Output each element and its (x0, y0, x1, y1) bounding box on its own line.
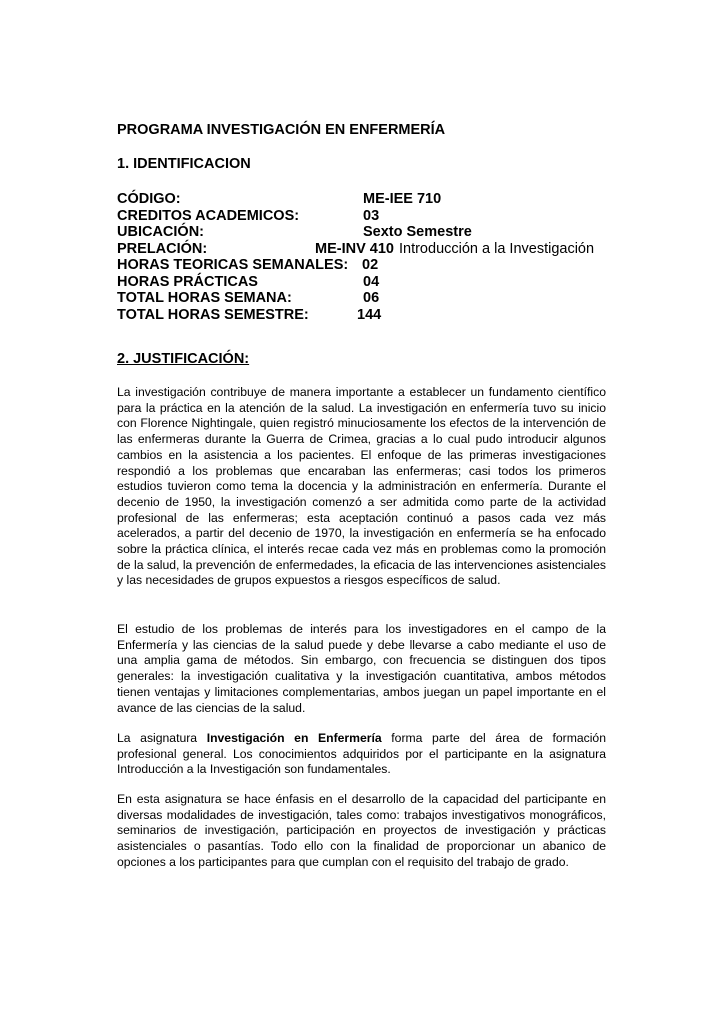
identification-table (117, 191, 617, 323)
info-value: 04 (363, 273, 380, 290)
info-row-theory-hours (117, 257, 617, 274)
info-label: TOTAL HORAS SEMANA: (117, 290, 292, 306)
info-value: Sexto Semestre (363, 224, 472, 240)
info-label: UBICACIÓN: (117, 224, 204, 240)
info-row-weekly-total (117, 290, 617, 307)
info-label: CREDITOS ACADEMICOS: (117, 207, 300, 224)
info-label: HORAS PRÁCTICAS (117, 273, 258, 290)
info-value: 02 (362, 257, 379, 273)
paragraph-4: En esta asignatura se hace énfasis en el desarrollo de la capacidad del participante en diversas modalidades de investigación, tales como: trabajos investigativos monográficos, seminarios de investigación, participación en proyectos de investigación y prácticas asistenciales o pasantías. Todo ello con la finalidad de proporcionar un abanico de opciones a los participantes para que cumplan con el requisito del trabajo de grado. (117, 792, 606, 869)
paragraph-3-rest: forma parte del área de formación profesional general. Los conocimientos adquiridos por el participante en la asignatura Introducción a la Investigación son fundamentales. (117, 731, 606, 777)
paragraph-1: La investigación contribuye de manera importante a establecer un fundamento científico para la práctica en la atención de la salud. La investigación en enfermería tuvo su inicio con Florence Nightingale, quien registró minuciosamente los efectos de la intervención de las enfermeras durante la Guerra de Crimea, gracias a lo cual pudo introducir algunos cambios en la asistencia a los pacientes. El enfoque de las primeras investigaciones respondió a los problemas que encaraban las enfermeras; casi todos los primeros estudios tuvieron como tema la docencia y la administración en enfermería. Durante el decenio de 1950, la investigación comenzó a ser admitida como parte de la actividad profesional de las enfermeras; esta aceptación continuó a pasos cada vez más acelerados, a partir del decenio de 1970, la investigación en enfermería se ha enfocado sobre la práctica clínica, el interés recae cada vez más en problemas como la promoción de la salud, la prevención de enfermedades, la eficacia de las intervenciones asistenciales y las necesidades de grupos expuestos a riesgos específicos de salud. (117, 385, 606, 588)
info-row-code (117, 191, 617, 208)
prerequisite-code: ME-INV 410 (315, 240, 394, 257)
info-label: HORAS TEORICAS SEMANALES: (117, 257, 349, 273)
info-value (315, 241, 594, 257)
paragraph-2: El estudio de los problemas de interés para los investigadores en el campo de la Enfermería y las ciencias de la salud puede y debe llevarse a cabo mediante el uso de una amplia gama de métodos. Sin embargo, con frecuencia se distinguen dos tipos generales: la investigación cualitativa y la investigación cuantitativa, ambos métodos tienen ventajas y limitaciones complementarias, ambos juegan un papel importante en el avance de las ciencias de la salud. (117, 622, 606, 715)
document-title: PROGRAMA INVESTIGACIÓN EN ENFERMERÍA (117, 122, 446, 138)
prerequisite-description: Introducción a la Investigación (398, 240, 595, 257)
paragraph-3-intro: La asignatura (117, 731, 207, 745)
info-row-practical-hours (117, 274, 617, 291)
section-heading-justification: 2. JUSTIFICACIÓN: (117, 351, 250, 367)
info-row-prerequisite (117, 241, 617, 258)
info-value: 06 (363, 290, 380, 306)
info-row-semester-total (117, 307, 617, 324)
info-label: PRELACIÓN: (117, 240, 208, 257)
paragraph-3 (117, 731, 606, 778)
info-value: 144 (357, 306, 382, 323)
info-row-location (117, 224, 617, 241)
info-value: 03 (363, 207, 380, 224)
info-label: CÓDIGO: (117, 191, 181, 207)
info-value: ME-IEE 710 (363, 191, 442, 207)
course-name: Investigación en Enfermería (206, 731, 382, 745)
info-row-credits (117, 208, 617, 225)
info-label: TOTAL HORAS SEMESTRE: (117, 306, 309, 323)
section-heading-identification: 1. IDENTIFICACION (117, 156, 251, 172)
